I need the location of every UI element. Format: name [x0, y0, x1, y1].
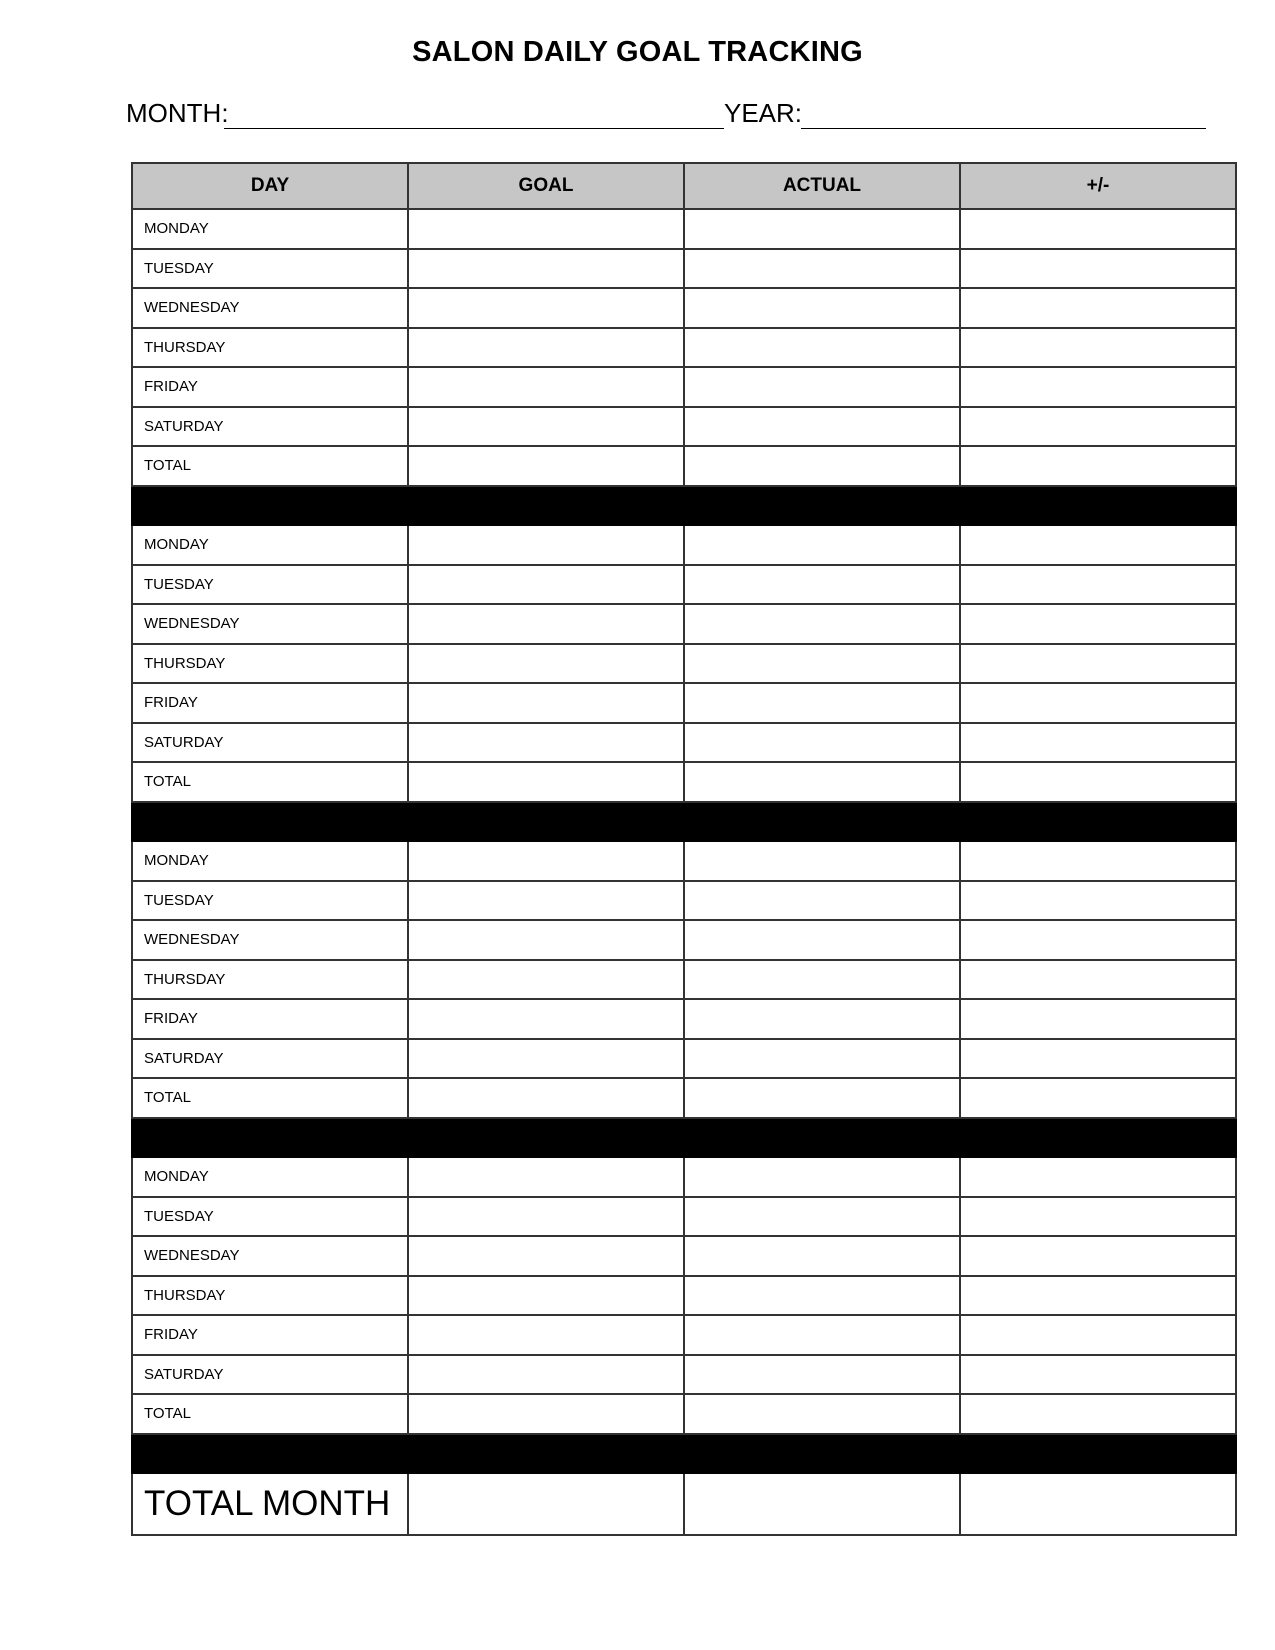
table-row [132, 881, 1236, 921]
week-separator-row [132, 802, 1236, 842]
separator-cell [684, 486, 960, 526]
day-label-cell: SATURDAY [132, 1355, 408, 1395]
goal-cell[interactable] [408, 1315, 684, 1355]
actual-cell[interactable] [684, 881, 960, 921]
month-year-fields [126, 96, 1206, 136]
table-row [132, 407, 1236, 447]
goal-cell[interactable] [408, 407, 684, 447]
goal-cell[interactable] [408, 960, 684, 1000]
table-row [132, 841, 1236, 881]
day-label-cell: TOTAL [132, 446, 408, 486]
goal-cell[interactable] [408, 288, 684, 328]
day-label-cell: FRIDAY [132, 999, 408, 1039]
table-row [132, 1276, 1236, 1316]
difference-cell[interactable] [960, 1039, 1236, 1079]
actual-cell[interactable] [684, 1276, 960, 1316]
day-label-cell: THURSDAY [132, 1276, 408, 1316]
actual-cell[interactable] [684, 683, 960, 723]
goal-cell[interactable] [408, 999, 684, 1039]
year-blank-line[interactable] [801, 128, 1206, 129]
separator-cell [684, 1118, 960, 1158]
difference-cell[interactable] [960, 723, 1236, 763]
actual-cell[interactable] [684, 960, 960, 1000]
table-row [132, 1078, 1236, 1118]
separator-cell [684, 1434, 960, 1474]
separator-cell [408, 802, 684, 842]
goal-cell[interactable] [408, 644, 684, 684]
header-day: DAY [132, 163, 408, 209]
day-label-cell: TOTAL [132, 1078, 408, 1118]
goal-cell[interactable] [408, 841, 684, 881]
actual-cell[interactable] [684, 1157, 960, 1197]
table-row [132, 1315, 1236, 1355]
goal-cell[interactable] [408, 604, 684, 644]
difference-cell[interactable] [960, 446, 1236, 486]
actual-cell[interactable] [684, 644, 960, 684]
goal-cell[interactable] [408, 328, 684, 368]
day-label-cell: FRIDAY [132, 367, 408, 407]
total-month-difference-cell[interactable] [960, 1473, 1236, 1535]
day-label-cell: TUESDAY [132, 565, 408, 605]
goal-cell[interactable] [408, 1276, 684, 1316]
actual-cell[interactable] [684, 999, 960, 1039]
total-month-label: TOTAL MONTH [132, 1473, 408, 1535]
difference-cell[interactable] [960, 288, 1236, 328]
day-label-cell: TUESDAY [132, 881, 408, 921]
actual-cell[interactable] [684, 367, 960, 407]
day-label-cell: THURSDAY [132, 960, 408, 1000]
separator-cell [960, 802, 1236, 842]
table-row [132, 446, 1236, 486]
header-difference: +/- [960, 163, 1236, 209]
goal-cell[interactable] [408, 881, 684, 921]
table-row [132, 1157, 1236, 1197]
week-separator-row [132, 1434, 1236, 1474]
actual-cell[interactable] [684, 525, 960, 565]
difference-cell[interactable] [960, 249, 1236, 289]
day-label-cell: WEDNESDAY [132, 288, 408, 328]
difference-cell[interactable] [960, 881, 1236, 921]
header-row [132, 163, 1236, 209]
difference-cell[interactable] [960, 1236, 1236, 1276]
day-label-cell: TUESDAY [132, 249, 408, 289]
year-label: YEAR: [724, 98, 803, 128]
day-label-cell: MONDAY [132, 841, 408, 881]
day-label-cell: THURSDAY [132, 328, 408, 368]
week-separator-row [132, 1118, 1236, 1158]
actual-cell[interactable] [684, 723, 960, 763]
header-goal: GOAL [408, 163, 684, 209]
table-row [132, 999, 1236, 1039]
table-row [132, 249, 1236, 289]
table-row [132, 683, 1236, 723]
day-label-cell: MONDAY [132, 525, 408, 565]
header-actual: ACTUAL [684, 163, 960, 209]
goal-cell[interactable] [408, 1157, 684, 1197]
day-label-cell: TUESDAY [132, 1197, 408, 1237]
actual-cell[interactable] [684, 841, 960, 881]
table-row [132, 604, 1236, 644]
day-label-cell: WEDNESDAY [132, 604, 408, 644]
total-month-row [132, 1473, 1236, 1535]
goal-cell[interactable] [408, 367, 684, 407]
table-row [132, 762, 1236, 802]
table-row [132, 1355, 1236, 1395]
difference-cell[interactable] [960, 1394, 1236, 1434]
month-label: MONTH: [126, 98, 229, 128]
actual-cell[interactable] [684, 288, 960, 328]
separator-cell [960, 486, 1236, 526]
table-row [132, 209, 1236, 249]
goal-cell[interactable] [408, 1197, 684, 1237]
table-row [132, 1236, 1236, 1276]
day-label-cell: TOTAL [132, 762, 408, 802]
actual-cell[interactable] [684, 328, 960, 368]
day-label-cell: SATURDAY [132, 407, 408, 447]
actual-cell[interactable] [684, 920, 960, 960]
actual-cell[interactable] [684, 1197, 960, 1237]
table-row [132, 565, 1236, 605]
difference-cell[interactable] [960, 999, 1236, 1039]
total-month-actual-cell[interactable] [684, 1473, 960, 1535]
actual-cell[interactable] [684, 209, 960, 249]
separator-cell [132, 1118, 408, 1158]
week-separator-row [132, 486, 1236, 526]
goal-cell[interactable] [408, 209, 684, 249]
separator-cell [408, 486, 684, 526]
actual-cell[interactable] [684, 762, 960, 802]
difference-cell[interactable] [960, 525, 1236, 565]
actual-cell[interactable] [684, 407, 960, 447]
table-row [132, 328, 1236, 368]
table-row [132, 525, 1236, 565]
actual-cell[interactable] [684, 1355, 960, 1395]
separator-cell [132, 486, 408, 526]
difference-cell[interactable] [960, 960, 1236, 1000]
difference-cell[interactable] [960, 683, 1236, 723]
day-label-cell: SATURDAY [132, 1039, 408, 1079]
separator-cell [684, 802, 960, 842]
difference-cell[interactable] [960, 604, 1236, 644]
actual-cell[interactable] [684, 1315, 960, 1355]
actual-cell[interactable] [684, 1236, 960, 1276]
actual-cell[interactable] [684, 249, 960, 289]
actual-cell[interactable] [684, 565, 960, 605]
separator-cell [132, 1434, 408, 1474]
difference-cell[interactable] [960, 565, 1236, 605]
difference-cell[interactable] [960, 367, 1236, 407]
difference-cell[interactable] [960, 841, 1236, 881]
day-label-cell: MONDAY [132, 1157, 408, 1197]
difference-cell[interactable] [960, 1157, 1236, 1197]
table-row [132, 1394, 1236, 1434]
table-row [132, 1197, 1236, 1237]
table-row [132, 367, 1236, 407]
difference-cell[interactable] [960, 407, 1236, 447]
actual-cell[interactable] [684, 604, 960, 644]
actual-cell[interactable] [684, 1078, 960, 1118]
goal-cell[interactable] [408, 1394, 684, 1434]
day-label-cell: WEDNESDAY [132, 1236, 408, 1276]
table-body [132, 209, 1236, 1535]
difference-cell[interactable] [960, 328, 1236, 368]
goal-cell[interactable] [408, 1355, 684, 1395]
day-label-cell: WEDNESDAY [132, 920, 408, 960]
difference-cell[interactable] [960, 1078, 1236, 1118]
actual-cell[interactable] [684, 1394, 960, 1434]
table-row [132, 920, 1236, 960]
table-row [132, 644, 1236, 684]
separator-cell [960, 1118, 1236, 1158]
difference-cell[interactable] [960, 1355, 1236, 1395]
table-row [132, 723, 1236, 763]
goal-cell[interactable] [408, 920, 684, 960]
goal-cell[interactable] [408, 565, 684, 605]
day-label-cell: THURSDAY [132, 644, 408, 684]
difference-cell[interactable] [960, 1197, 1236, 1237]
day-label-cell: FRIDAY [132, 683, 408, 723]
actual-cell[interactable] [684, 446, 960, 486]
difference-cell[interactable] [960, 920, 1236, 960]
goal-cell[interactable] [408, 683, 684, 723]
difference-cell[interactable] [960, 209, 1236, 249]
separator-cell [132, 802, 408, 842]
day-label-cell: MONDAY [132, 209, 408, 249]
goal-cell[interactable] [408, 1236, 684, 1276]
difference-cell[interactable] [960, 1276, 1236, 1316]
separator-cell [960, 1434, 1236, 1474]
day-label-cell: FRIDAY [132, 1315, 408, 1355]
table-row [132, 960, 1236, 1000]
goal-cell[interactable] [408, 1078, 684, 1118]
day-label-cell: SATURDAY [132, 723, 408, 763]
day-label-cell: TOTAL [132, 1394, 408, 1434]
difference-cell[interactable] [960, 762, 1236, 802]
total-month-goal-cell[interactable] [408, 1473, 684, 1535]
goal-cell[interactable] [408, 723, 684, 763]
goal-cell[interactable] [408, 446, 684, 486]
difference-cell[interactable] [960, 1315, 1236, 1355]
separator-cell [408, 1434, 684, 1474]
goal-cell[interactable] [408, 249, 684, 289]
goal-tracking-table [131, 162, 1237, 1536]
difference-cell[interactable] [960, 644, 1236, 684]
table-row [132, 1039, 1236, 1079]
separator-cell [408, 1118, 684, 1158]
actual-cell[interactable] [684, 1039, 960, 1079]
goal-cell[interactable] [408, 1039, 684, 1079]
month-blank-line[interactable] [224, 128, 724, 129]
goal-cell[interactable] [408, 762, 684, 802]
table-row [132, 288, 1236, 328]
goal-cell[interactable] [408, 525, 684, 565]
page-title: SALON DAILY GOAL TRACKING [412, 36, 863, 68]
